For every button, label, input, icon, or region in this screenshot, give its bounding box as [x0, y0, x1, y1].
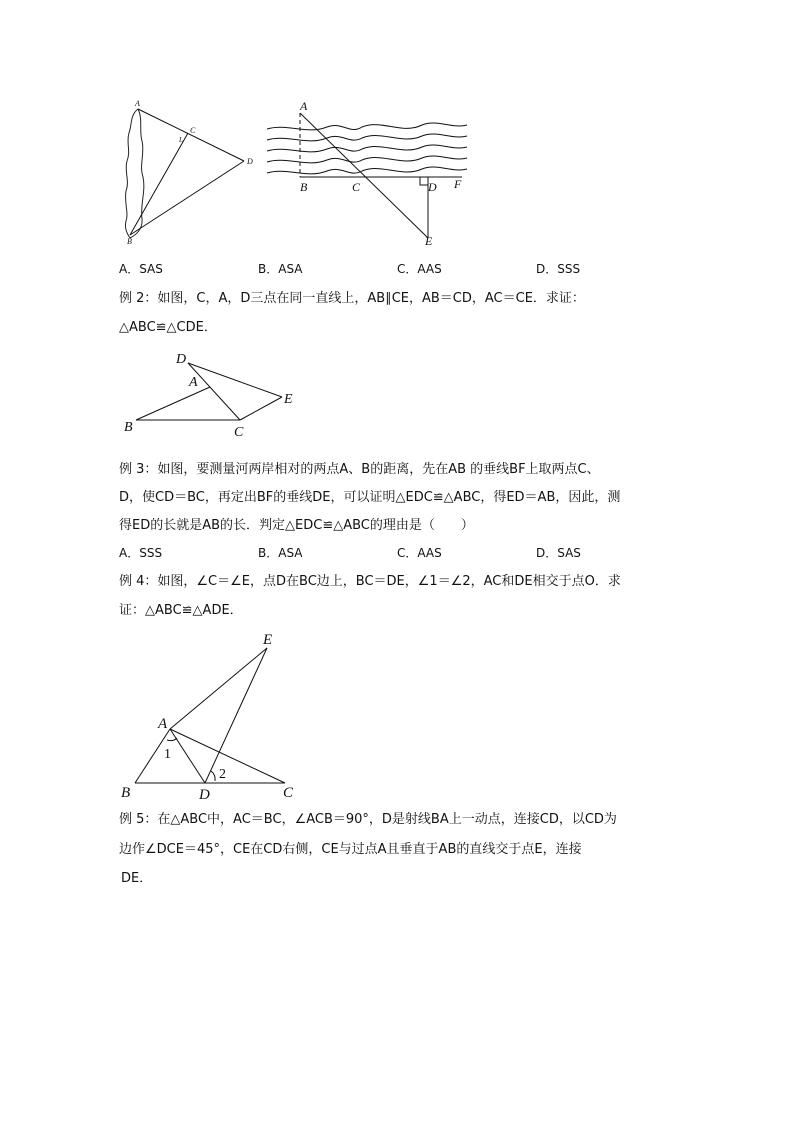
- label-a: A: [158, 716, 168, 732]
- option-a[interactable]: A．SAS: [119, 262, 163, 276]
- figure-cliff-triangle: [112, 95, 262, 250]
- ex5-line2: 边作∠DCE＝45°，CE在CD右侧，CE与过点A且垂直于AB的直线交于点E，连接: [119, 842, 582, 857]
- label-b: B: [300, 180, 308, 194]
- label-c: C: [352, 180, 361, 194]
- figure-river-measurement: [262, 95, 472, 250]
- label-a: A: [135, 99, 140, 108]
- ex5-line1: 例 5：在△ABC中，AC＝BC，∠ACB＝90°，D是射线BA上一动点，连接CD，以CD为: [119, 812, 617, 827]
- cliff-outline: [125, 109, 143, 238]
- ex5-line3: DE．: [121, 871, 153, 886]
- ex3-line2: D，使CD＝BC，再定出BF的垂线DE，可以证明△EDC≌△ABC，得ED＝AB，因此，测: [119, 490, 621, 505]
- angle-2-label: 2: [219, 767, 226, 782]
- ex3-option-b[interactable]: B．ASA: [258, 546, 303, 560]
- label-l: L: [179, 136, 183, 144]
- label-c: C: [234, 425, 244, 440]
- label-a: A: [189, 375, 198, 390]
- ex2-line1: 例 2：如图，C，A，D三点在同一直线上，AB∥CE，AB＝CD，AC＝CE．求证：: [119, 291, 585, 306]
- option-d[interactable]: D．SSS: [536, 262, 581, 276]
- label-e: E: [263, 632, 273, 648]
- ex4-line2: 证：△ABC≌△ADE．: [119, 603, 243, 618]
- label-b: B: [121, 785, 131, 801]
- label-b: B: [127, 237, 132, 246]
- label-d: D: [199, 787, 210, 803]
- option-c[interactable]: C．AAS: [397, 262, 442, 276]
- label-a: A: [300, 99, 308, 113]
- label-d: D: [247, 157, 253, 166]
- label-c: C: [283, 785, 294, 801]
- label-d: D: [428, 180, 437, 194]
- option-b[interactable]: B．ASA: [258, 262, 303, 276]
- label-d: D: [176, 352, 187, 367]
- ex4-line1: 例 4：如图，∠C＝∠E，点D在BC边上，BC＝DE，∠1＝∠2，AC和DE相交于点O．求: [119, 574, 621, 589]
- figure-ex2: [118, 345, 308, 440]
- ex2-line2: △ABC≌△CDE．: [119, 320, 217, 335]
- ex3-line3: 得ED的长就是AB的长．判定△EDC≌△ABC的理由是（ ）: [119, 518, 474, 533]
- ex3-option-c[interactable]: C．AAS: [397, 546, 442, 560]
- figure-ex4: [115, 628, 315, 803]
- label-b: B: [124, 420, 133, 435]
- angle-1-label: 1: [164, 747, 171, 762]
- label-f: F: [454, 177, 462, 191]
- ex3-option-d[interactable]: D．SAS: [536, 546, 581, 560]
- label-c: C: [190, 126, 196, 135]
- ex3-line1: 例 3：如图，要测量河两岸相对的两点A、B的距离，先在AB 的垂线BF上取两点C、: [119, 462, 600, 477]
- label-e: E: [284, 392, 293, 407]
- label-e: E: [425, 234, 433, 248]
- ex3-option-a[interactable]: A．SSS: [119, 546, 163, 560]
